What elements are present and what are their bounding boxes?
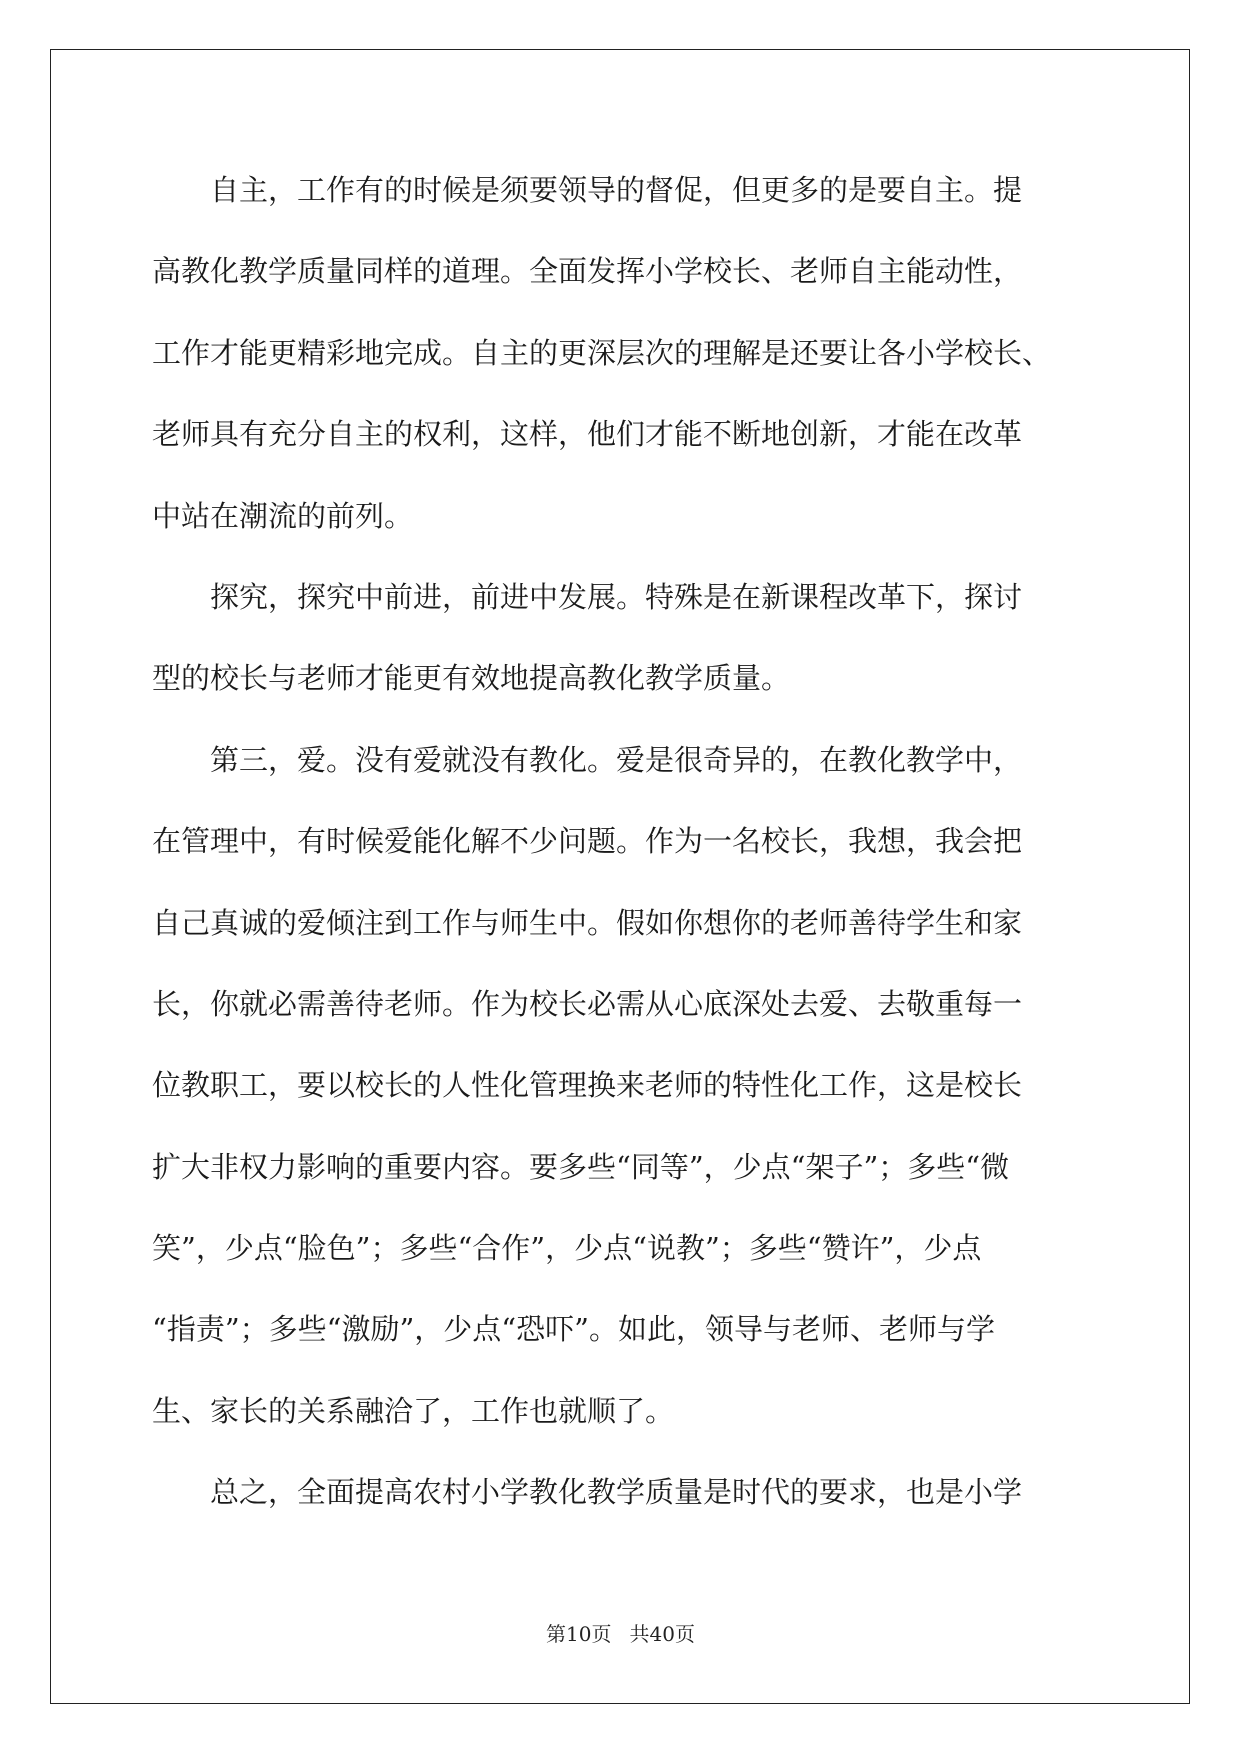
text-line: 生、家长的关系融洽了，工作也就顺了。 [152, 1393, 675, 1428]
page-number: 第10页 [546, 1622, 612, 1646]
text-line: 自主，工作有的时候是须要领导的督促，但更多的是要自主。提 [152, 173, 1023, 207]
text-line: 总之，全面提高农村小学教化教学质量是时代的要求，也是小学 [152, 1475, 1023, 1510]
text-line: 扩大非权力影响的重要内容。要多些“同等”，少点“架子”；多些“微 [152, 1149, 1010, 1184]
text-line: 中站在潮流的前列。 [152, 498, 414, 533]
text-line: 在管理中，有时候爱能化解不少问题。作为一名校长，我想，我会把 [152, 824, 1023, 859]
text-line: 位教职工，要以校长的人性化管理换来老师的特性化工作，这是校长 [152, 1068, 1023, 1103]
text-line: 型的校长与老师才能更有效地提高教化教学质量。 [152, 661, 791, 696]
page-footer [0, 1618, 1241, 1647]
text-line: 老师具有充分自主的权利，这样，他们才能不断地创新，才能在改革 [152, 417, 1023, 452]
text-line: 探究，探究中前进，前进中发展。特殊是在新课程改革下，探讨 [152, 579, 1023, 614]
text-line: 第三，爱。没有爱就没有教化。爱是很奇异的，在教化教学中， [152, 742, 1023, 777]
text-line: 自己真诚的爱倾注到工作与师生中。假如你想你的老师善待学生和家 [152, 905, 1023, 940]
document-body [152, 150, 1092, 1534]
text-line: “指责”；多些“激励”，少点“恐吓”。如此，领导与老师、老师与学 [152, 1312, 995, 1347]
text-line: 高教化教学质量同样的道理。全面发挥小学校长、老师自主能动性， [152, 254, 1023, 289]
text-line: 工作才能更精彩地完成。自主的更深层次的理解是还要让各小学校长、 [152, 335, 1052, 370]
page-total: 共40页 [629, 1622, 695, 1646]
text-line: 笑”，少点“脸色”；多些“合作”，少点“说教”；多些“赞许”，少点 [152, 1231, 982, 1266]
text-line: 长，你就必需善待老师。作为校长必需从心底深处去爱、去敬重每一 [152, 986, 1023, 1021]
